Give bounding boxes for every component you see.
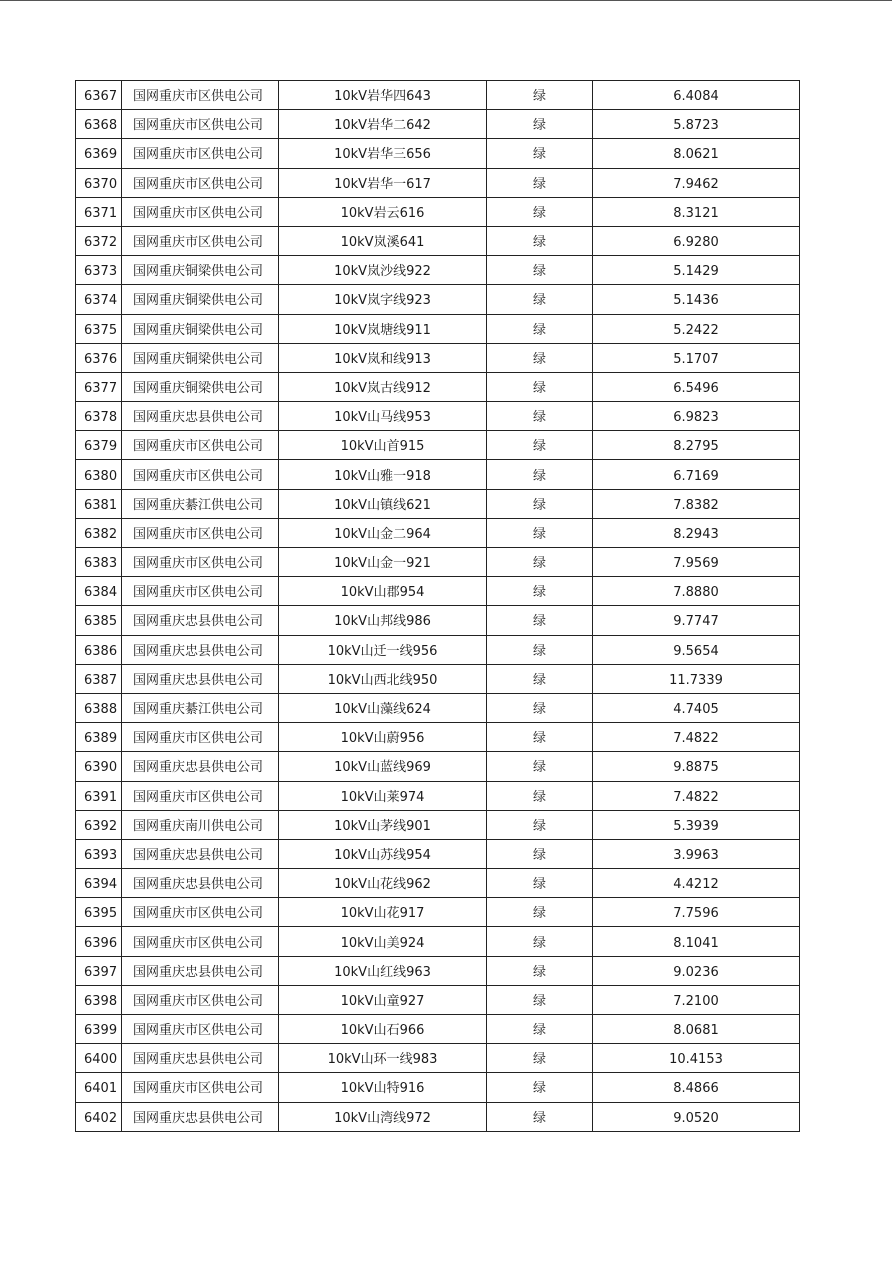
cell-company: 国网重庆市区供电公司	[122, 460, 279, 489]
cell-id: 6375	[76, 314, 122, 343]
cell-status: 绿	[487, 402, 593, 431]
cell-id: 6393	[76, 839, 122, 868]
cell-id: 6388	[76, 693, 122, 722]
cell-value: 6.7169	[593, 460, 800, 489]
cell-company: 国网重庆綦江供电公司	[122, 489, 279, 518]
cell-value: 7.9569	[593, 548, 800, 577]
cell-line-name: 10kV岚和线913	[279, 343, 487, 372]
cell-line-name: 10kV山环一线983	[279, 1044, 487, 1073]
cell-id: 6380	[76, 460, 122, 489]
cell-id: 6383	[76, 548, 122, 577]
cell-value: 9.7747	[593, 606, 800, 635]
cell-id: 6400	[76, 1044, 122, 1073]
table-row	[76, 985, 800, 1014]
cell-value: 5.3939	[593, 810, 800, 839]
table-row	[76, 752, 800, 781]
cell-value: 10.4153	[593, 1044, 800, 1073]
cell-id: 6401	[76, 1073, 122, 1102]
cell-status: 绿	[487, 460, 593, 489]
cell-line-name: 10kV岚溪641	[279, 226, 487, 255]
cell-company: 国网重庆市区供电公司	[122, 577, 279, 606]
cell-value: 5.1429	[593, 256, 800, 285]
cell-line-name: 10kV山迁一线956	[279, 635, 487, 664]
cell-value: 8.0681	[593, 1015, 800, 1044]
cell-line-name: 10kV山藻线624	[279, 693, 487, 722]
cell-company: 国网重庆铜梁供电公司	[122, 372, 279, 401]
table-row	[76, 1102, 800, 1131]
table-row	[76, 372, 800, 401]
cell-line-name: 10kV山首915	[279, 431, 487, 460]
cell-id: 6389	[76, 723, 122, 752]
cell-line-name: 10kV山金一921	[279, 548, 487, 577]
cell-company: 国网重庆忠县供电公司	[122, 606, 279, 635]
cell-status: 绿	[487, 168, 593, 197]
cell-status: 绿	[487, 898, 593, 927]
cell-status: 绿	[487, 577, 593, 606]
cell-status: 绿	[487, 1044, 593, 1073]
cell-company: 国网重庆铜梁供电公司	[122, 343, 279, 372]
table-row	[76, 723, 800, 752]
cell-value: 9.0520	[593, 1102, 800, 1131]
cell-status: 绿	[487, 839, 593, 868]
cell-value: 7.9462	[593, 168, 800, 197]
cell-line-name: 10kV岚沙线922	[279, 256, 487, 285]
cell-value: 7.4822	[593, 723, 800, 752]
cell-status: 绿	[487, 372, 593, 401]
cell-value: 9.5654	[593, 635, 800, 664]
cell-company: 国网重庆铜梁供电公司	[122, 314, 279, 343]
cell-status: 绿	[487, 869, 593, 898]
cell-company: 国网重庆市区供电公司	[122, 985, 279, 1014]
cell-id: 6381	[76, 489, 122, 518]
cell-company: 国网重庆綦江供电公司	[122, 693, 279, 722]
cell-status: 绿	[487, 723, 593, 752]
cell-line-name: 10kV山红线963	[279, 956, 487, 985]
cell-value: 6.4084	[593, 81, 800, 110]
cell-value: 7.7596	[593, 898, 800, 927]
cell-company: 国网重庆市区供电公司	[122, 197, 279, 226]
cell-id: 6367	[76, 81, 122, 110]
cell-status: 绿	[487, 343, 593, 372]
cell-status: 绿	[487, 693, 593, 722]
cell-company: 国网重庆市区供电公司	[122, 226, 279, 255]
cell-line-name: 10kV山雅一918	[279, 460, 487, 489]
table-row	[76, 664, 800, 693]
cell-line-name: 10kV山茅线901	[279, 810, 487, 839]
cell-id: 6379	[76, 431, 122, 460]
cell-id: 6398	[76, 985, 122, 1014]
cell-status: 绿	[487, 548, 593, 577]
cell-company: 国网重庆忠县供电公司	[122, 635, 279, 664]
cell-line-name: 10kV山美924	[279, 927, 487, 956]
cell-status: 绿	[487, 110, 593, 139]
cell-id: 6370	[76, 168, 122, 197]
cell-status: 绿	[487, 285, 593, 314]
cell-company: 国网重庆市区供电公司	[122, 898, 279, 927]
cell-company: 国网重庆忠县供电公司	[122, 664, 279, 693]
table-row	[76, 81, 800, 110]
cell-line-name: 10kV岩华三656	[279, 139, 487, 168]
cell-company: 国网重庆忠县供电公司	[122, 956, 279, 985]
table-row	[76, 256, 800, 285]
cell-value: 8.3121	[593, 197, 800, 226]
cell-value: 8.1041	[593, 927, 800, 956]
cell-company: 国网重庆市区供电公司	[122, 110, 279, 139]
cell-id: 6391	[76, 781, 122, 810]
cell-id: 6372	[76, 226, 122, 255]
cell-value: 8.4866	[593, 1073, 800, 1102]
cell-status: 绿	[487, 810, 593, 839]
cell-id: 6369	[76, 139, 122, 168]
cell-status: 绿	[487, 139, 593, 168]
cell-value: 6.5496	[593, 372, 800, 401]
cell-line-name: 10kV岩华四643	[279, 81, 487, 110]
cell-value: 8.2943	[593, 518, 800, 547]
cell-line-name: 10kV山蓝线969	[279, 752, 487, 781]
table-row	[76, 110, 800, 139]
cell-id: 6378	[76, 402, 122, 431]
cell-status: 绿	[487, 781, 593, 810]
cell-status: 绿	[487, 664, 593, 693]
cell-company: 国网重庆铜梁供电公司	[122, 256, 279, 285]
cell-status: 绿	[487, 1073, 593, 1102]
cell-status: 绿	[487, 1102, 593, 1131]
cell-line-name: 10kV岚字线923	[279, 285, 487, 314]
table-row	[76, 577, 800, 606]
cell-value: 3.9963	[593, 839, 800, 868]
cell-company: 国网重庆忠县供电公司	[122, 402, 279, 431]
cell-company: 国网重庆忠县供电公司	[122, 1102, 279, 1131]
table-row	[76, 139, 800, 168]
cell-line-name: 10kV岩华二642	[279, 110, 487, 139]
cell-status: 绿	[487, 431, 593, 460]
cell-value: 7.2100	[593, 985, 800, 1014]
cell-line-name: 10kV山花917	[279, 898, 487, 927]
cell-company: 国网重庆市区供电公司	[122, 81, 279, 110]
cell-line-name: 10kV山郡954	[279, 577, 487, 606]
cell-value: 5.8723	[593, 110, 800, 139]
page-top-rule	[0, 0, 892, 1]
cell-value: 5.1436	[593, 285, 800, 314]
cell-id: 6376	[76, 343, 122, 372]
cell-value: 11.7339	[593, 664, 800, 693]
table-row	[76, 197, 800, 226]
cell-value: 9.0236	[593, 956, 800, 985]
cell-id: 6399	[76, 1015, 122, 1044]
table-row	[76, 781, 800, 810]
table-row	[76, 489, 800, 518]
cell-id: 6371	[76, 197, 122, 226]
cell-value: 5.1707	[593, 343, 800, 372]
cell-status: 绿	[487, 197, 593, 226]
cell-line-name: 10kV山童927	[279, 985, 487, 1014]
cell-company: 国网重庆市区供电公司	[122, 927, 279, 956]
table-row	[76, 1044, 800, 1073]
cell-value: 7.4822	[593, 781, 800, 810]
cell-status: 绿	[487, 956, 593, 985]
table-row	[76, 431, 800, 460]
cell-line-name: 10kV山花线962	[279, 869, 487, 898]
cell-line-name: 10kV山金二964	[279, 518, 487, 547]
cell-line-name: 10kV岩云616	[279, 197, 487, 226]
cell-id: 6373	[76, 256, 122, 285]
cell-value: 5.2422	[593, 314, 800, 343]
cell-id: 6374	[76, 285, 122, 314]
cell-company: 国网重庆市区供电公司	[122, 168, 279, 197]
table-row	[76, 518, 800, 547]
table-row	[76, 402, 800, 431]
cell-company: 国网重庆铜梁供电公司	[122, 285, 279, 314]
table-row	[76, 548, 800, 577]
cell-id: 6394	[76, 869, 122, 898]
cell-value: 7.8880	[593, 577, 800, 606]
cell-company: 国网重庆忠县供电公司	[122, 752, 279, 781]
cell-id: 6392	[76, 810, 122, 839]
cell-line-name: 10kV山西北线950	[279, 664, 487, 693]
cell-line-name: 10kV山邦线986	[279, 606, 487, 635]
cell-line-name: 10kV山蔚956	[279, 723, 487, 752]
cell-status: 绿	[487, 927, 593, 956]
table-row	[76, 285, 800, 314]
cell-company: 国网重庆市区供电公司	[122, 431, 279, 460]
cell-status: 绿	[487, 635, 593, 664]
table-row	[76, 927, 800, 956]
table-row	[76, 343, 800, 372]
cell-company: 国网重庆市区供电公司	[122, 723, 279, 752]
table-row	[76, 839, 800, 868]
table-row	[76, 1015, 800, 1044]
table-row	[76, 898, 800, 927]
cell-company: 国网重庆忠县供电公司	[122, 839, 279, 868]
cell-id: 6402	[76, 1102, 122, 1131]
table-row	[76, 635, 800, 664]
cell-value: 9.8875	[593, 752, 800, 781]
cell-id: 6386	[76, 635, 122, 664]
table-row	[76, 869, 800, 898]
cell-company: 国网重庆市区供电公司	[122, 781, 279, 810]
table-row	[76, 1073, 800, 1102]
cell-id: 6384	[76, 577, 122, 606]
cell-company: 国网重庆市区供电公司	[122, 548, 279, 577]
cell-value: 6.9280	[593, 226, 800, 255]
table-row	[76, 606, 800, 635]
cell-value: 6.9823	[593, 402, 800, 431]
cell-value: 8.0621	[593, 139, 800, 168]
cell-line-name: 10kV山湾线972	[279, 1102, 487, 1131]
cell-id: 6382	[76, 518, 122, 547]
cell-status: 绿	[487, 226, 593, 255]
cell-id: 6396	[76, 927, 122, 956]
cell-line-name: 10kV山石966	[279, 1015, 487, 1044]
table-row	[76, 956, 800, 985]
cell-status: 绿	[487, 256, 593, 285]
cell-line-name: 10kV山特916	[279, 1073, 487, 1102]
cell-status: 绿	[487, 1015, 593, 1044]
cell-status: 绿	[487, 985, 593, 1014]
cell-id: 6397	[76, 956, 122, 985]
cell-status: 绿	[487, 489, 593, 518]
table-row	[76, 314, 800, 343]
cell-line-name: 10kV山苏线954	[279, 839, 487, 868]
table-row	[76, 810, 800, 839]
cell-status: 绿	[487, 314, 593, 343]
data-table	[75, 80, 800, 1132]
cell-id: 6387	[76, 664, 122, 693]
cell-status: 绿	[487, 518, 593, 547]
cell-status: 绿	[487, 752, 593, 781]
cell-company: 国网重庆市区供电公司	[122, 139, 279, 168]
table-body	[76, 81, 800, 1132]
cell-id: 6390	[76, 752, 122, 781]
cell-company: 国网重庆市区供电公司	[122, 1073, 279, 1102]
cell-id: 6385	[76, 606, 122, 635]
cell-line-name: 10kV岩华一617	[279, 168, 487, 197]
cell-line-name: 10kV山莱974	[279, 781, 487, 810]
cell-value: 7.8382	[593, 489, 800, 518]
table-row	[76, 693, 800, 722]
cell-company: 国网重庆忠县供电公司	[122, 869, 279, 898]
cell-value: 4.7405	[593, 693, 800, 722]
cell-id: 6395	[76, 898, 122, 927]
table-row	[76, 226, 800, 255]
table-row	[76, 460, 800, 489]
cell-company: 国网重庆市区供电公司	[122, 518, 279, 547]
cell-id: 6368	[76, 110, 122, 139]
cell-line-name: 10kV岚塘线911	[279, 314, 487, 343]
cell-status: 绿	[487, 606, 593, 635]
cell-id: 6377	[76, 372, 122, 401]
cell-company: 国网重庆忠县供电公司	[122, 1044, 279, 1073]
cell-value: 8.2795	[593, 431, 800, 460]
table-row	[76, 168, 800, 197]
cell-status: 绿	[487, 81, 593, 110]
cell-line-name: 10kV山镇线621	[279, 489, 487, 518]
cell-value: 4.4212	[593, 869, 800, 898]
cell-line-name: 10kV山马线953	[279, 402, 487, 431]
cell-line-name: 10kV岚古线912	[279, 372, 487, 401]
cell-company: 国网重庆南川供电公司	[122, 810, 279, 839]
cell-company: 国网重庆市区供电公司	[122, 1015, 279, 1044]
